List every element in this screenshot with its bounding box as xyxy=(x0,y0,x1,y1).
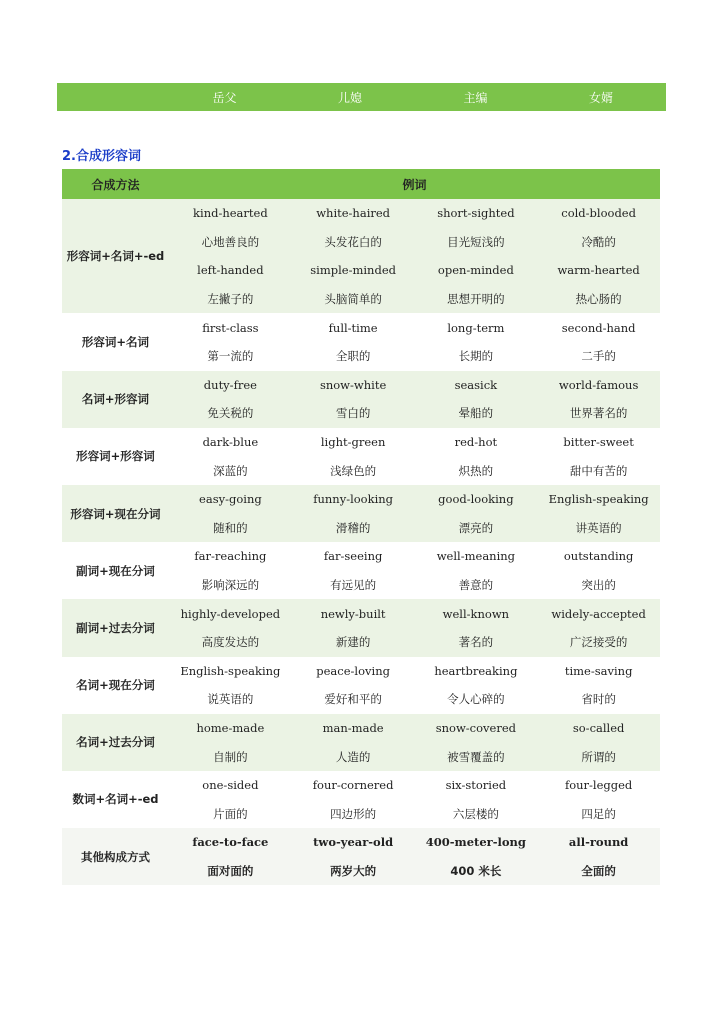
method-cell: 名词+现在分词 xyxy=(62,657,169,714)
example-meaning-cell: 第一流的 xyxy=(169,342,292,371)
header-method: 合成方法 xyxy=(62,169,169,199)
example-word-cell: four-legged xyxy=(537,771,660,800)
table-row xyxy=(62,313,660,342)
example-word-cell: so-called xyxy=(537,714,660,743)
example-word-cell: newly-built xyxy=(292,599,415,628)
example-meaning-cell: 爱好和平的 xyxy=(292,685,415,714)
example-word-cell: long-term xyxy=(415,313,538,342)
example-word-cell: peace-loving xyxy=(292,657,415,686)
example-word-cell: warm-hearted xyxy=(537,256,660,285)
example-word-cell: good-looking xyxy=(415,485,538,514)
example-word-cell: 400-meter-long xyxy=(415,828,538,857)
example-meaning-cell: 炽热的 xyxy=(415,456,538,485)
example-word-cell: first-class xyxy=(169,313,292,342)
table-row xyxy=(62,657,660,686)
table-row xyxy=(62,199,660,228)
example-meaning-cell: 高度发达的 xyxy=(169,628,292,657)
example-word-cell: home-made xyxy=(169,714,292,743)
example-meaning-cell: 广泛接受的 xyxy=(537,628,660,657)
method-cell: 数词+名词+-ed xyxy=(62,771,169,828)
example-word-cell: four-cornered xyxy=(292,771,415,800)
example-word-cell: cold-blooded xyxy=(537,199,660,228)
example-word-cell: white-haired xyxy=(292,199,415,228)
example-meaning-cell: 冷酷的 xyxy=(537,228,660,257)
example-meaning-cell: 雪白的 xyxy=(292,399,415,428)
example-meaning-cell: 免关税的 xyxy=(169,399,292,428)
top-cell-1: 岳父 xyxy=(212,90,237,105)
example-meaning-cell: 所谓的 xyxy=(537,742,660,771)
example-word-cell: two-year-old xyxy=(292,828,415,857)
example-meaning-cell: 令人心碎的 xyxy=(415,685,538,714)
example-word-cell: light-green xyxy=(292,428,415,457)
example-word-cell: six-storied xyxy=(415,771,538,800)
example-meaning-cell: 讲英语的 xyxy=(537,514,660,543)
table-body xyxy=(62,199,660,885)
example-meaning-cell: 左撇子的 xyxy=(169,285,292,314)
example-word-cell: all-round xyxy=(537,828,660,857)
example-meaning-cell: 新建的 xyxy=(292,628,415,657)
section-title: 2.合成形容词 xyxy=(62,149,141,164)
example-word-cell: outstanding xyxy=(537,542,660,571)
method-cell: 形容词+名词 xyxy=(62,313,169,370)
example-meaning-cell: 有远见的 xyxy=(292,571,415,600)
example-meaning-cell: 甜中有苦的 xyxy=(537,456,660,485)
top-cell-2: 儿媳 xyxy=(337,90,362,105)
method-cell: 形容词+形容词 xyxy=(62,428,169,485)
example-meaning-cell: 随和的 xyxy=(169,514,292,543)
table-row xyxy=(62,828,660,857)
method-cell: 形容词+名词+-ed xyxy=(62,199,169,313)
top-cell-3: 主编 xyxy=(463,90,488,105)
table-row xyxy=(62,371,660,400)
example-word-cell: one-sided xyxy=(169,771,292,800)
example-word-cell: time-saving xyxy=(537,657,660,686)
example-meaning-cell: 头发花白的 xyxy=(292,228,415,257)
method-cell: 名词+过去分词 xyxy=(62,714,169,771)
table-row xyxy=(62,771,660,800)
table-row xyxy=(62,428,660,457)
example-meaning-cell: 面对面的 xyxy=(169,857,292,886)
example-meaning-cell: 二手的 xyxy=(537,342,660,371)
example-meaning-cell: 热心肠的 xyxy=(537,285,660,314)
table-row xyxy=(62,599,660,628)
table-row xyxy=(62,714,660,743)
example-meaning-cell: 善意的 xyxy=(415,571,538,600)
example-meaning-cell: 六层楼的 xyxy=(415,799,538,828)
example-meaning-cell: 省时的 xyxy=(537,685,660,714)
example-meaning-cell: 目光短浅的 xyxy=(415,228,538,257)
example-word-cell: dark-blue xyxy=(169,428,292,457)
example-meaning-cell: 四足的 xyxy=(537,799,660,828)
example-meaning-cell: 两岁大的 xyxy=(292,857,415,886)
example-word-cell: widely-accepted xyxy=(537,599,660,628)
top-table-row xyxy=(57,83,666,111)
table-row xyxy=(62,542,660,571)
example-word-cell: snow-white xyxy=(292,371,415,400)
example-word-cell: red-hot xyxy=(415,428,538,457)
example-word-cell: funny-looking xyxy=(292,485,415,514)
example-meaning-cell: 深蓝的 xyxy=(169,456,292,485)
header-examples: 例词 xyxy=(169,169,660,199)
method-cell: 副词+过去分词 xyxy=(62,599,169,656)
example-word-cell: snow-covered xyxy=(415,714,538,743)
example-meaning-cell: 世界著名的 xyxy=(537,399,660,428)
example-word-cell: heartbreaking xyxy=(415,657,538,686)
example-meaning-cell: 四边形的 xyxy=(292,799,415,828)
example-word-cell: English-speaking xyxy=(169,657,292,686)
example-meaning-cell: 突出的 xyxy=(537,571,660,600)
method-cell: 形容词+现在分词 xyxy=(62,485,169,542)
compound-adjective-table xyxy=(62,169,660,885)
method-cell: 名词+形容词 xyxy=(62,371,169,428)
method-cell: 副词+现在分词 xyxy=(62,542,169,599)
example-meaning-cell: 400 米长 xyxy=(415,857,538,886)
example-meaning-cell: 自制的 xyxy=(169,742,292,771)
example-meaning-cell: 片面的 xyxy=(169,799,292,828)
example-meaning-cell: 人造的 xyxy=(292,742,415,771)
example-meaning-cell: 影响深远的 xyxy=(169,571,292,600)
example-meaning-cell: 著名的 xyxy=(415,628,538,657)
example-word-cell: open-minded xyxy=(415,256,538,285)
example-meaning-cell: 全面的 xyxy=(537,857,660,886)
example-word-cell: man-made xyxy=(292,714,415,743)
example-word-cell: far-seeing xyxy=(292,542,415,571)
example-word-cell: second-hand xyxy=(537,313,660,342)
example-meaning-cell: 说英语的 xyxy=(169,685,292,714)
example-meaning-cell: 漂亮的 xyxy=(415,514,538,543)
example-word-cell: left-handed xyxy=(169,256,292,285)
top-cell-4: 女婿 xyxy=(588,90,613,105)
example-word-cell: full-time xyxy=(292,313,415,342)
example-word-cell: seasick xyxy=(415,371,538,400)
example-word-cell: highly-developed xyxy=(169,599,292,628)
example-meaning-cell: 被雪覆盖的 xyxy=(415,742,538,771)
example-word-cell: bitter-sweet xyxy=(537,428,660,457)
example-meaning-cell: 头脑简单的 xyxy=(292,285,415,314)
example-meaning-cell: 思想开明的 xyxy=(415,285,538,314)
example-meaning-cell: 滑稽的 xyxy=(292,514,415,543)
example-word-cell: world-famous xyxy=(537,371,660,400)
example-word-cell: English-speaking xyxy=(537,485,660,514)
example-meaning-cell: 晕船的 xyxy=(415,399,538,428)
example-meaning-cell: 心地善良的 xyxy=(169,228,292,257)
example-word-cell: far-reaching xyxy=(169,542,292,571)
method-cell: 其他构成方式 xyxy=(62,828,169,885)
example-word-cell: simple-minded xyxy=(292,256,415,285)
table-header-row xyxy=(62,169,660,199)
example-meaning-cell: 浅绿色的 xyxy=(292,456,415,485)
example-word-cell: well-meaning xyxy=(415,542,538,571)
example-meaning-cell: 长期的 xyxy=(415,342,538,371)
example-word-cell: duty-free xyxy=(169,371,292,400)
example-word-cell: face-to-face xyxy=(169,828,292,857)
example-word-cell: short-sighted xyxy=(415,199,538,228)
example-word-cell: easy-going xyxy=(169,485,292,514)
example-word-cell: well-known xyxy=(415,599,538,628)
table-row xyxy=(62,485,660,514)
example-word-cell: kind-hearted xyxy=(169,199,292,228)
example-meaning-cell: 全职的 xyxy=(292,342,415,371)
